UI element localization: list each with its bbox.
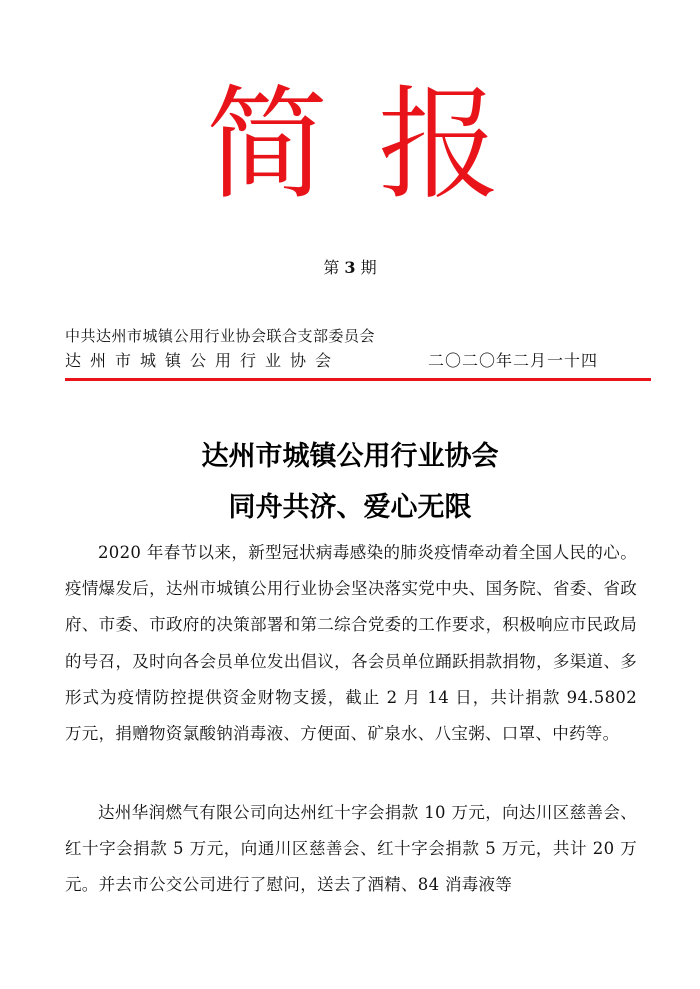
body-paragraph-1 <box>65 535 637 752</box>
masthead-char-jian: 简 <box>206 74 328 216</box>
paragraph-text: 2020 年春节以来，新型冠状病毒感染的肺炎疫情牵动着全国人民的心。疫情爆发后，达州市城镇公用行业协会坚决落实党中央、国务院、省委、省政府、市委、市政府的决策部署和第二综合党委的工作要求，积极响应市民政局的号召，及时向各会员单位发出倡议，各会员单位踊跃捐款捐物，多渠道、多形式为疫情防控提供资金财物支援，截止 2 月 14 日，共计捐款 94.5802 万元，捐赠物资氯酸钠消毒液、方便面、矿泉水、八宝粥、口罩、中药等。 <box>65 543 637 744</box>
article-title-line1: 达州市城镇公用行业协会 <box>201 441 499 472</box>
header-divider <box>65 378 651 381</box>
paragraph-text: 达州华润燃气有限公司向达州红十字会捐款 10 万元，向达川区慈善会、红十字会捐款 5 万元，向通川区慈善会、红十字会捐款 5 万元，共计 20 万元。并去市公交公司进行了慰问，送去了酒精、84 消毒液等 <box>65 803 637 895</box>
issue-suffix: 期 <box>360 258 377 277</box>
masthead-char-bao: 报 <box>378 74 500 216</box>
body-paragraph-2 <box>65 795 637 904</box>
issuer-association: 达州市城镇公用行业协会 <box>65 351 341 370</box>
issuer-party-branch: 中共达州市城镇公用行业协会联合支部委员会 <box>65 327 376 345</box>
issue-number <box>0 257 700 279</box>
article-title-line2: 同舟共济、爱心无限 <box>228 492 472 523</box>
issue-date: 二〇二〇年二月一十四 <box>428 351 599 370</box>
masthead <box>0 70 700 220</box>
issue-value: 3 <box>344 258 356 277</box>
issue-prefix: 第 <box>323 258 340 277</box>
